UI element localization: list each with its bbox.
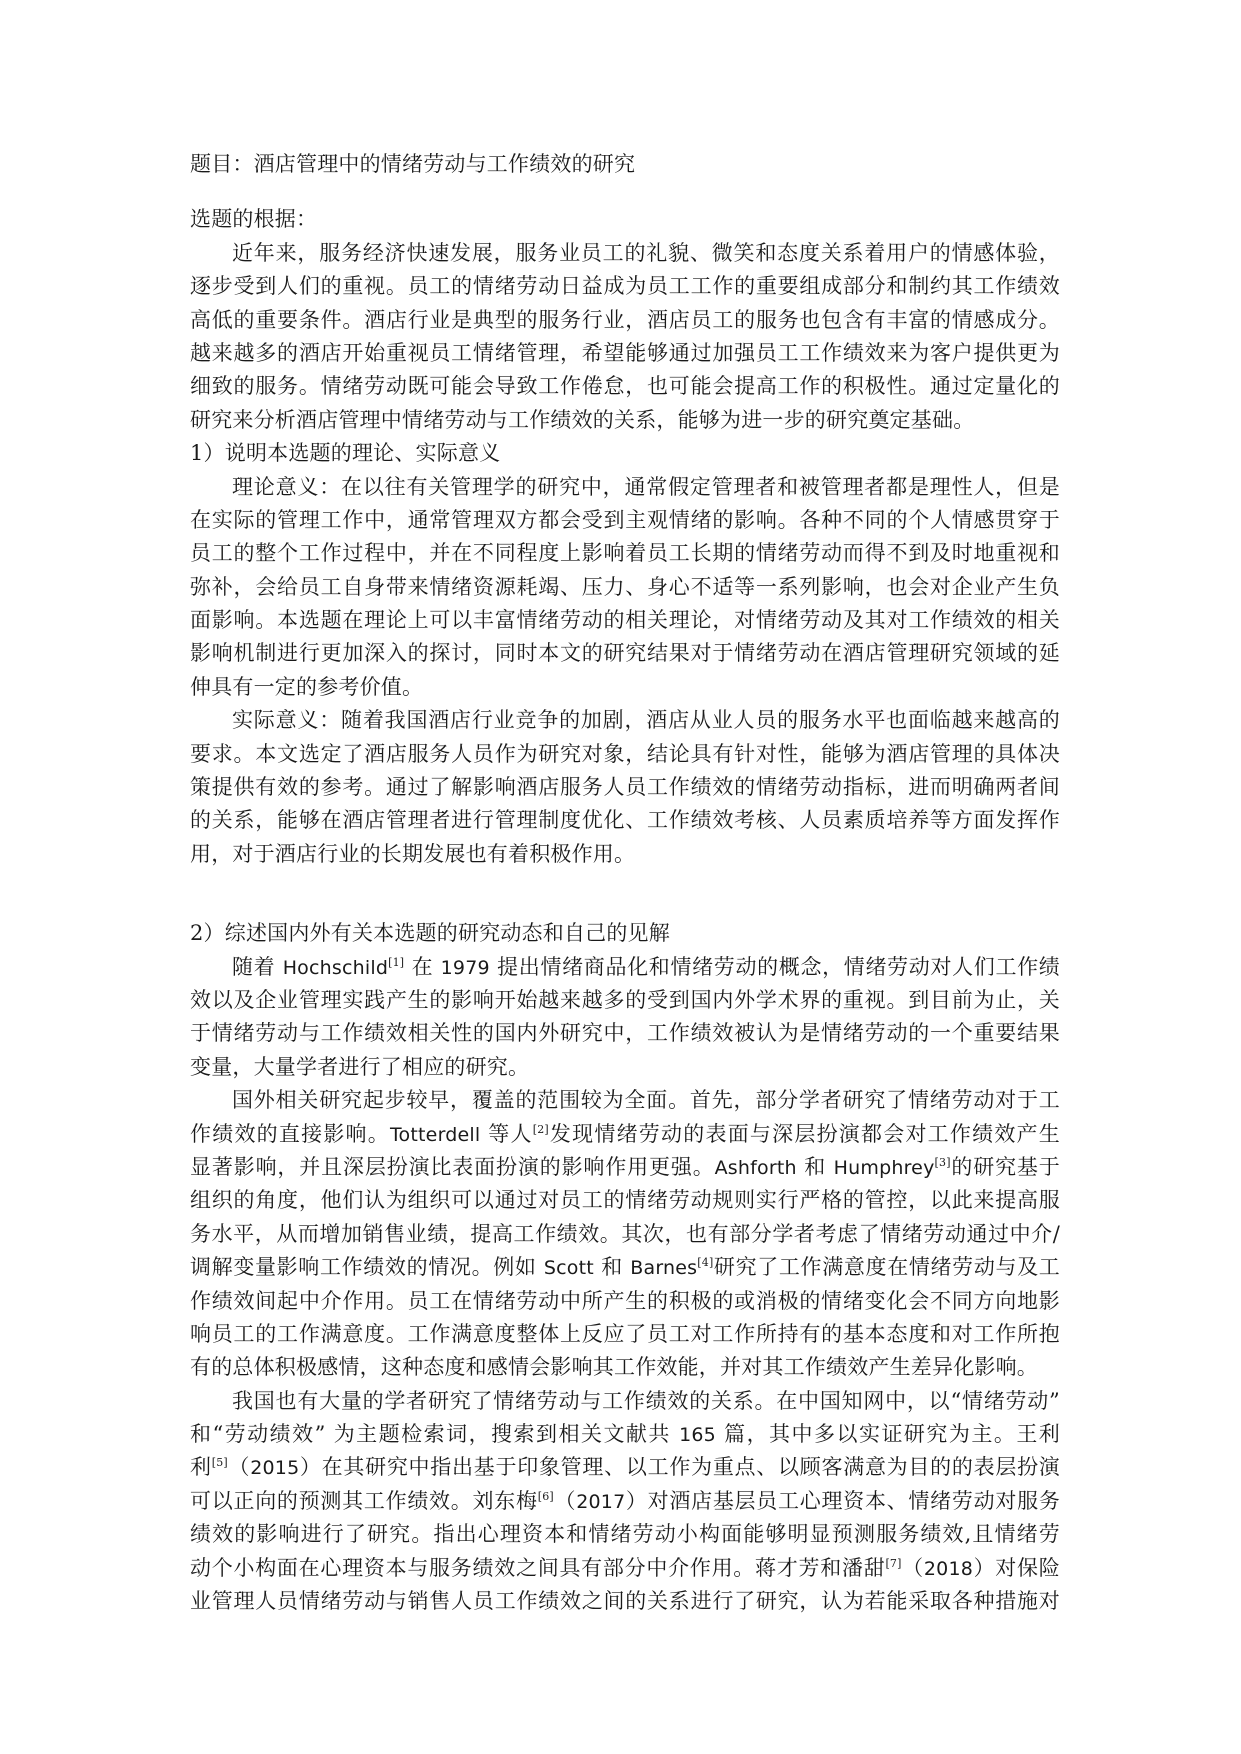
section-heading: 1）说明本选题的理论、实际意义: [190, 441, 501, 466]
page-title: 题目：酒店管理中的情绪劳动与工作绩效的研究: [190, 152, 636, 176]
text-line: 作绩效的直接影响。Totterdell 等人[2]发现情绪劳动的表面与深层扮演都会对工作绩效产生: [190, 1121, 1060, 1146]
text-line: 影响机制进行更加深入的探讨，同时本文的研究结果对于情绪劳动在酒店管理研究领域的延: [190, 641, 1060, 666]
review-paragraph-2: [190, 1084, 1060, 1385]
text-line: 策提供有效的参考。通过了解影响酒店服务人员工作绩效的情绪劳动指标，进而明确两者间: [190, 775, 1060, 800]
citation: [2]: [532, 1122, 549, 1136]
citation: [1]: [388, 955, 405, 969]
text-line: 和“劳动绩效” 为主题检索词，搜索到相关文献共 165 篇，其中多以实证研究为主。王利: [190, 1422, 1061, 1447]
citation: [3]: [934, 1155, 951, 1169]
text-line: 高低的重要条件。酒店行业是典型的服务行业，酒店员工的服务也包含有丰富的情感成分。: [190, 307, 1060, 332]
text-line: 要求。本文选定了酒店服务人员作为研究对象，结论具有针对性，能够为酒店管理的具体决: [190, 741, 1060, 766]
text-line: 实际意义：随着我国酒店行业竞争的加剧，酒店从业人员的服务水平也面临越来越高的: [232, 708, 1060, 733]
text-line: 显著影响，并且深层扮演比表面扮演的影响作用更强。Ashforth 和 Humphrey[3]的研究基于: [190, 1154, 1060, 1179]
text-line: 研究来分析酒店管理中情绪劳动与工作绩效的关系，能够为进一步的研究奠定基础。: [190, 407, 975, 432]
text-line: 用，对于酒店行业的长期发展也有着积极作用。: [190, 841, 636, 866]
text-line: 伸具有一定的参考价值。: [190, 674, 424, 699]
text-line: 调解变量影响工作绩效的情况。例如 Scott 和 Barnes[4]研究了工作满意度在情绪劳动与及工: [190, 1255, 1061, 1280]
citation: [6]: [537, 1489, 554, 1503]
text-line: 于情绪劳动与工作绩效相关性的国内外研究中，工作绩效被认为是情绪劳动的一个重要结果: [190, 1021, 1060, 1046]
citation: [5]: [211, 1456, 228, 1470]
text-line: 作绩效间起中介作用。员工在情绪劳动中所产生的积极的或消极的情绪变化会不同方向地影: [190, 1288, 1060, 1313]
text-line: 理论意义：在以往有关管理学的研究中，通常假定管理者和被管理者都是理性人，但是: [232, 474, 1060, 499]
text-line: 面影响。本选题在理论上可以丰富情绪劳动的相关理论，对情绪劳动及其对工作绩效的相关: [190, 608, 1060, 633]
text-line: 国外相关研究起步较早，覆盖的范围较为全面。首先，部分学者研究了情绪劳动对于工: [232, 1088, 1060, 1113]
text-line: 员工的整个工作过程中，并在不同程度上影响着员工长期的情绪劳动而得不到及时地重视和: [190, 541, 1060, 566]
text-line: 的关系，能够在酒店管理者进行管理制度优化、工作绩效考核、人员素质培养等方面发挥作: [190, 808, 1060, 833]
intro-paragraph: [190, 237, 1060, 437]
text-line: 细致的服务。情绪劳动既可能会导致工作倦怠，也可能会提高工作的积极性。通过定量化的: [190, 374, 1060, 399]
text-line: 组织的角度，他们认为组织可以通过对员工的情绪劳动规则实行严格的管控，以此来提高服: [190, 1188, 1060, 1213]
text-line: 动个小构面在心理资本与服务绩效之间具有部分中介作用。蒋才芳和潘甜[7]（2018）对保险: [190, 1555, 1060, 1580]
theory-paragraph: [190, 471, 1060, 705]
review-paragraph-1: [190, 951, 1060, 1085]
text-line: 弥补，会给员工自身带来情绪资源耗竭、压力、身心不适等一系列影响，也会对企业产生负: [190, 574, 1060, 599]
text-line: 务水平，从而增加销售业绩，提高工作绩效。其次，也有部分学者考虑了情绪劳动通过中介/: [190, 1221, 1060, 1246]
text-line: 效以及企业管理实践产生的影响开始越来越多的受到国内外学术界的重视。到目前为止，关: [190, 987, 1060, 1012]
text-line: 业管理人员情绪劳动与销售人员工作绩效之间的关系进行了研究，认为若能采取各种措施对: [190, 1589, 1060, 1614]
text-line: 随着 Hochschild[1] 在 1979 提出情绪商品化和情绪劳动的概念，情绪劳动对人们工作绩: [232, 954, 1061, 979]
text-line: 在实际的管理工作中，通常管理双方都会受到主观情绪的影响。各种不同的个人情感贯穿于: [190, 507, 1060, 532]
text-line: 响员工的工作满意度。工作满意度整体上反应了员工对工作所持有的基本态度和对工作所抱: [190, 1321, 1060, 1346]
text-line: 利[5]（2015）在其研究中指出基于印象管理、以工作为重点、以顾客满意为目的的表层扮演: [190, 1455, 1061, 1480]
text-line: 变量，大量学者进行了相应的研究。: [190, 1054, 530, 1079]
practice-paragraph: [190, 704, 1060, 871]
text-line: 我国也有大量的学者研究了情绪劳动与工作绩效的关系。在中国知网中，以“情绪劳动”: [232, 1388, 1060, 1413]
section-heading: 2）综述国内外有关本选题的研究动态和自己的见解: [190, 921, 670, 946]
text-line: 越来越多的酒店开始重视员工情绪管理，希望能够通过加强员工工作绩效来为客户提供更为: [190, 340, 1060, 365]
document-page: [190, 148, 1060, 1618]
text-line: 逐步受到人们的重视。员工的情绪劳动日益成为员工工作的重要组成部分和制约其工作绩效: [190, 274, 1060, 299]
text-line: 绩效的影响进行了研究。指出心理资本和情绪劳动小构面能够明显预测服务绩效,且情绪劳: [190, 1522, 1060, 1547]
review-paragraph-3: [190, 1385, 1060, 1619]
text-line: 近年来，服务经济快速发展，服务业员工的礼貌、微笑和态度关系着用户的情感体验，: [232, 240, 1060, 265]
citation: [4]: [697, 1256, 714, 1270]
text-line: 有的总体积极感情，这种态度和感情会影响其工作效能，并对其工作绩效产生差异化影响。: [190, 1355, 1038, 1380]
citation: [7]: [885, 1556, 902, 1570]
text-line: 可以正向的预测其工作绩效。刘东梅[6]（2017）对酒店基层员工心理资本、情绪劳动对服务: [190, 1488, 1061, 1513]
basis-heading: 选题的根据：: [190, 207, 318, 232]
